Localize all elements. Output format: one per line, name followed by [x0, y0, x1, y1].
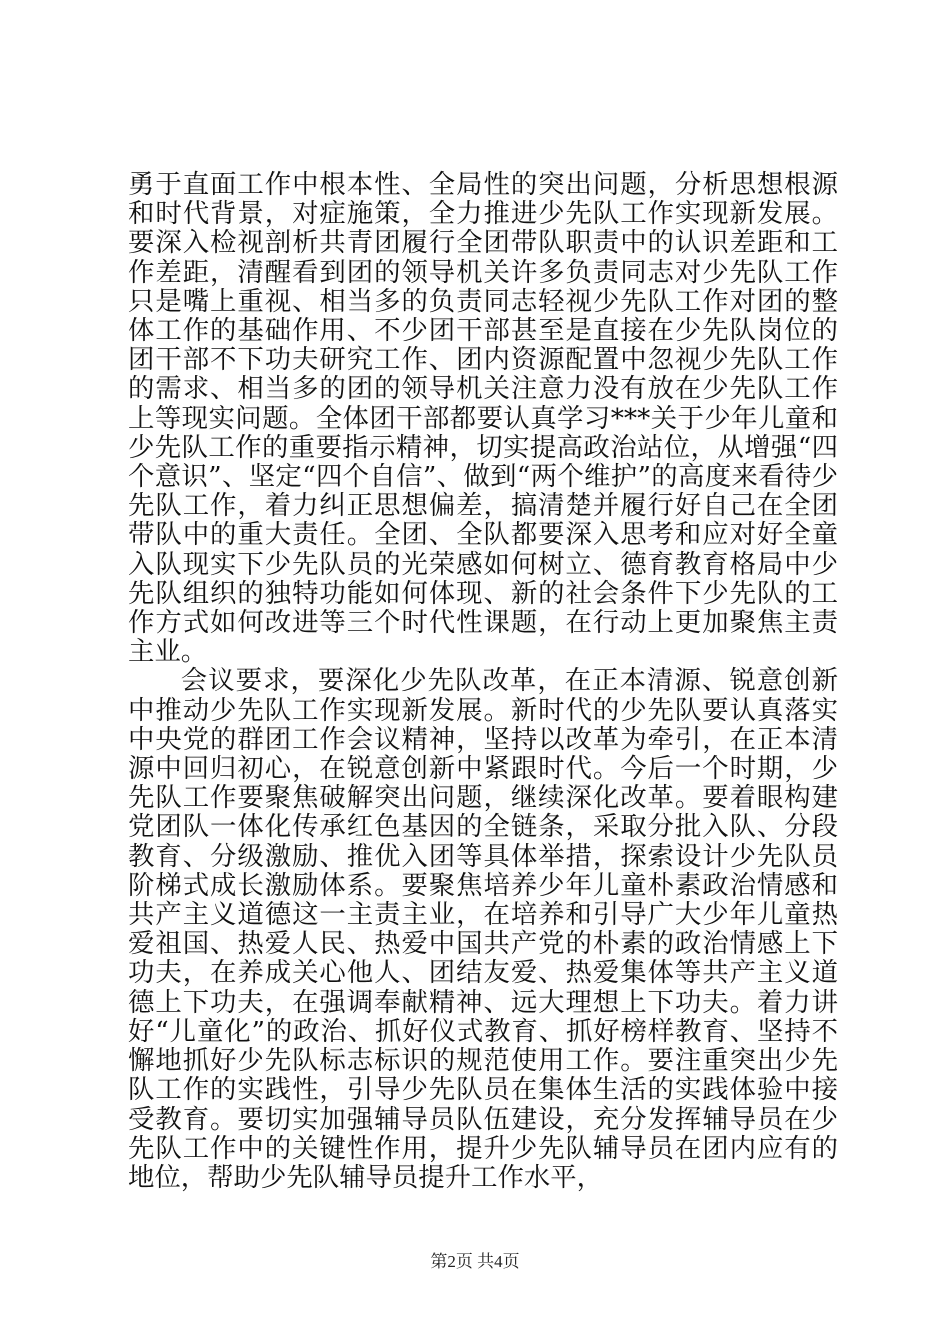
document-body — [128, 170, 838, 1192]
body-paragraph-2: 会议要求，要深化少先队改革，在正本清源、锐意创新中推动少先队工作实现新发展。新时代的少先队要认真落实中央党的群团工作会议精神，坚持以改革为牵引，在正本清源中回归初心，在锐意创新中紧跟时代。今后一个时期，少先队工作要聚焦破解突出问题，继续深化改革。要着眼构建党团队一体化传承红色基因的全链条，采取分批入队、分段教育、分级激励、推优入团等具体举措，探索设计少先队员阶梯式成长激励体系。要聚焦培养少年儿童朴素政治情感和共产主义道德这一主责主业，在培养和引导广大少年儿童热爱祖国、热爱人民、热爱中国共产党的朴素的政治情感上下功夫，在养成关心他人、团结友爱、热爱集体等共产主义道德上下功夫，在强调奉献精神、远大理想上下功夫。着力讲好“儿童化”的政治、抓好仪式教育、抓好榜样教育、坚持不懈地抓好少先队标志标识的规范使用工作。要注重突出少先队工作的实践性，引导少先队员在集体生活的实践体验中接受教育。要切实加强辅导员队伍建设，充分发挥辅导员在少先队工作中的关键性作用，提升少先队辅导员在团内应有的地位，帮助少先队辅导员提升工作水平， — [128, 665, 838, 1193]
page-footer: 第2页 共4页 — [430, 1252, 520, 1271]
body-paragraph-1: 勇于直面工作中根本性、全局性的突出问题，分析思想根源和时代背景，对症施策，全力推进少先队工作实现新发展。要深入检视剖析共青团履行全团带队职责中的认识差距和工作差距，清醒看到团的领导机关许多负责同志对少先队工作只是嘴上重视、相当多的负责同志轻视少先队工作对团的整体工作的基础作用、不少团干部甚至是直接在少先队岗位的团干部不下功夫研究工作、团内资源配置中忽视少先队工作的需求、相当多的团的领导机关注意力没有放在少先队工作上等现实问题。全体团干部都要认真学习***关于少年儿童和少先队工作的重要指示精神，切实提高政治站位，从增强“四个意识”、坚定“四个自信”、做到“两个维护”的高度来看待少先队工作，着力纠正思想偏差，搞清楚并履行好自己在全团带队中的重大责任。全团、全队都要深入思考和应对好全童入队现实下少先队员的光荣感如何树立、德育教育格局中少先队组织的独特功能如何体现、新的社会条件下少先队的工作方式如何改进等三个时代性课题，在行动上更加聚焦主责主业。 — [128, 169, 838, 668]
